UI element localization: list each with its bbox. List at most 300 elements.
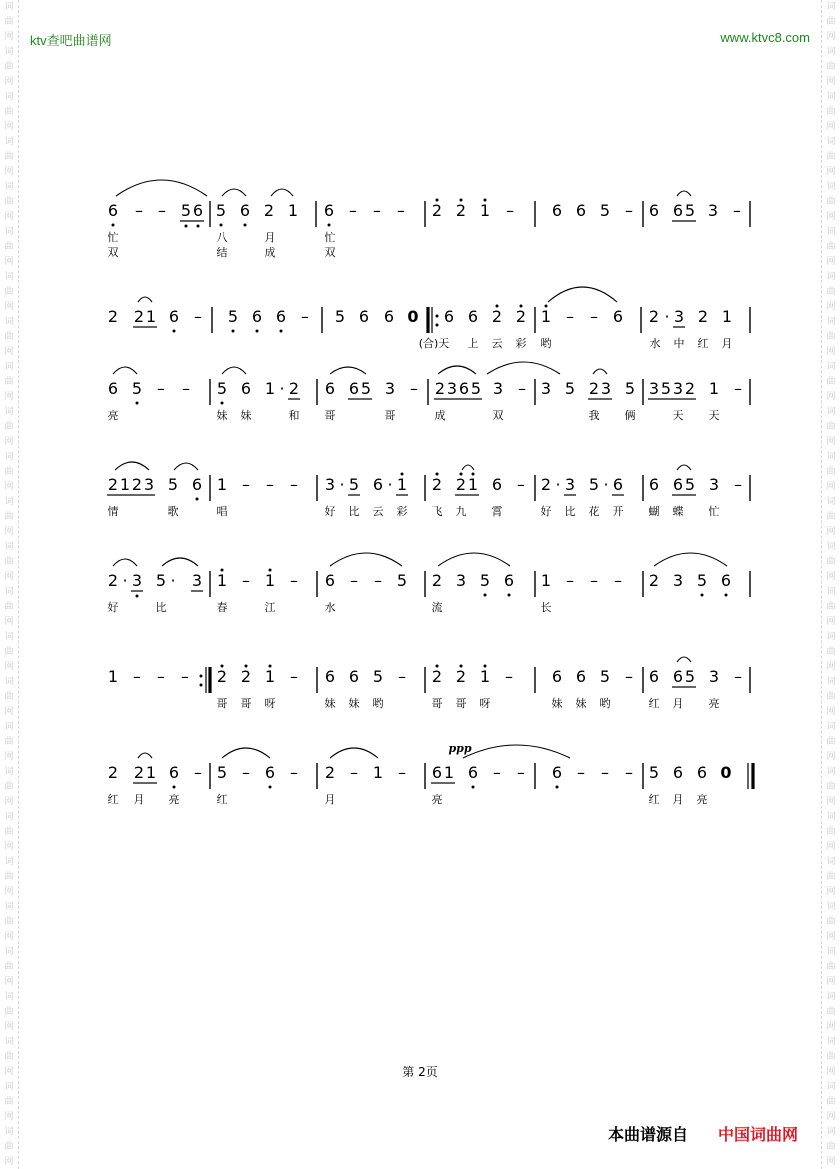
note: 5 — [227, 307, 239, 326]
octave-dot-high — [472, 473, 475, 476]
lyric: 呀 — [479, 697, 491, 710]
note: 3 — [672, 379, 684, 398]
lyric: 亮 — [168, 793, 180, 806]
note: 5 — [216, 379, 228, 398]
octave-dot-high — [460, 199, 463, 202]
watermark-char: 词 — [4, 542, 14, 552]
watermark-char: 词 — [4, 1037, 14, 1047]
slur — [330, 367, 366, 374]
watermark-char: 曲 — [4, 377, 14, 387]
lyric: 好 — [540, 505, 552, 518]
watermark-char: 曲 — [4, 737, 14, 747]
lyric: 歌 — [167, 505, 179, 518]
note: 2 — [288, 379, 300, 398]
watermark-char: 词 — [4, 1082, 14, 1092]
dash-note: – — [625, 667, 633, 686]
octave-dot-high — [484, 665, 487, 668]
octave-dot-low — [173, 786, 176, 789]
note: 1 — [540, 307, 552, 326]
octave-dot-high — [545, 305, 548, 308]
dash-note: – — [350, 571, 358, 590]
note: 5 — [660, 379, 672, 398]
octave-dot-low — [556, 786, 559, 789]
note: 3 — [446, 379, 458, 398]
note: 3 — [492, 379, 504, 398]
lyric: 彩 — [396, 505, 408, 518]
note: 2 — [648, 571, 660, 590]
slur — [162, 558, 198, 566]
lyric: 中 — [673, 337, 685, 350]
watermark-char: 曲 — [826, 62, 836, 72]
watermark-char: 曲 — [4, 1142, 14, 1152]
watermark-char: 曲 — [826, 377, 836, 387]
note: 6 — [264, 763, 276, 782]
watermark-char: 词 — [4, 137, 14, 147]
lyric: 花 — [588, 505, 600, 518]
watermark-char: 曲 — [826, 287, 836, 297]
watermark-char: 网 — [826, 1112, 836, 1122]
lyric: 红 — [697, 337, 709, 350]
watermark-char: 词 — [826, 767, 836, 777]
lyric: 哟 — [599, 697, 611, 710]
note: 6 — [431, 763, 443, 782]
octave-dot-low — [725, 594, 728, 597]
slur — [438, 366, 476, 374]
note: 2 — [131, 475, 143, 494]
octave-dot-low — [112, 224, 115, 227]
watermark-char: 网 — [826, 32, 836, 42]
octave-dot-low — [197, 225, 200, 228]
note: 5 — [564, 379, 576, 398]
lyric: 妹 — [575, 697, 587, 710]
note: 5 — [684, 475, 696, 494]
note: 5 — [599, 201, 611, 220]
note: 6 — [551, 201, 563, 220]
lyric: 月 — [264, 231, 276, 244]
watermark-char: 词 — [4, 812, 14, 822]
octave-dot-low — [280, 330, 283, 333]
note: 2 — [240, 667, 252, 686]
dash-note: – — [590, 307, 598, 326]
note: 1 — [479, 667, 491, 686]
watermark-char: 词 — [826, 1082, 836, 1092]
watermark-char: 词 — [826, 47, 836, 57]
note: 6 — [648, 667, 660, 686]
note: 5 — [696, 571, 708, 590]
watermark-char: 词 — [4, 992, 14, 1002]
note: 6 — [467, 763, 479, 782]
octave-dot-low — [220, 224, 223, 227]
lyric: 成 — [434, 409, 446, 422]
watermark-char: 网 — [826, 752, 836, 762]
note: 1 — [107, 667, 119, 686]
dash-note: – — [157, 667, 165, 686]
watermark-char: 词 — [826, 632, 836, 642]
note: 6 — [672, 667, 684, 686]
note: 2 — [540, 475, 552, 494]
note: 6 — [458, 379, 470, 398]
note: 6 — [551, 667, 563, 686]
note: 6 — [107, 379, 119, 398]
lyric: 哥 — [324, 409, 336, 422]
dash-note: – — [566, 307, 574, 326]
note: 1 — [372, 763, 384, 782]
watermark-char: 网 — [826, 122, 836, 132]
watermark-char: 网 — [826, 797, 836, 807]
octave-dot-low — [185, 225, 188, 228]
repeat-dot — [436, 324, 439, 327]
octave-dot-high — [221, 665, 224, 668]
dash-note: – — [625, 763, 633, 782]
watermark-char: 词 — [826, 452, 836, 462]
note: 2 — [107, 475, 119, 494]
note: · — [122, 571, 128, 590]
octave-dot-high — [269, 569, 272, 572]
watermark-char: 曲 — [4, 107, 14, 117]
watermark-char: 词 — [4, 362, 14, 372]
lyric: 哥 — [240, 697, 252, 710]
note: 1 — [264, 571, 276, 590]
dash-note: – — [506, 201, 514, 220]
note: 3 — [191, 571, 203, 590]
watermark-char: 词 — [4, 317, 14, 327]
lyric: 哟 — [372, 697, 384, 710]
watermark-char: 曲 — [4, 827, 14, 837]
watermark-char: 曲 — [4, 557, 14, 567]
watermark-char: 曲 — [826, 197, 836, 207]
note: 6 — [443, 307, 455, 326]
repeat-dot — [200, 675, 203, 678]
dash-note: – — [242, 571, 250, 590]
watermark-char: 曲 — [826, 917, 836, 927]
octave-dot-high — [460, 665, 463, 668]
watermark-char: 网 — [4, 527, 14, 537]
watermark-char: 词 — [826, 137, 836, 147]
watermark-char: 网 — [4, 617, 14, 627]
octave-dot-low — [136, 402, 139, 405]
note: 6 — [575, 201, 587, 220]
watermark-char: 曲 — [4, 62, 14, 72]
lyric: 和 — [288, 409, 300, 422]
lyric: 上 — [467, 337, 479, 350]
lyric: 云 — [491, 337, 503, 350]
slur — [463, 745, 570, 758]
note: 6 — [612, 475, 624, 494]
lyric: 亮 — [708, 697, 720, 710]
watermark-char: 词 — [4, 767, 14, 777]
note: · — [387, 475, 393, 494]
watermark-char: 曲 — [826, 782, 836, 792]
dash-note: – — [590, 571, 598, 590]
watermark-char: 词 — [826, 407, 836, 417]
page-number: 第 2页 — [402, 1065, 438, 1079]
dash-note: – — [517, 475, 525, 494]
lyric: 月 — [672, 697, 684, 710]
watermark-char: 网 — [4, 887, 14, 897]
watermark-char: 网 — [826, 572, 836, 582]
lyric: 彩 — [515, 337, 527, 350]
dash-note: – — [135, 201, 143, 220]
watermark-char: 词 — [826, 272, 836, 282]
lyric: 哥 — [455, 697, 467, 710]
note: · — [555, 475, 561, 494]
note: 6 — [648, 475, 660, 494]
note: 2 — [133, 763, 145, 782]
watermark-char: 网 — [4, 572, 14, 582]
watermark-char: 网 — [4, 32, 14, 42]
dash-note: – — [734, 475, 742, 494]
watermark-char: 曲 — [4, 242, 14, 252]
footer-source-label: 本曲谱源自 — [608, 1125, 689, 1144]
dash-note: – — [398, 763, 406, 782]
slur — [113, 559, 137, 566]
dash-note: – — [349, 201, 357, 220]
dash-note: – — [493, 763, 501, 782]
lyric: 好 — [107, 601, 119, 614]
note: 3 — [143, 475, 155, 494]
note: 3 — [564, 475, 576, 494]
note: 6 — [672, 201, 684, 220]
watermark-char: 曲 — [4, 1007, 14, 1017]
note: 5 — [470, 379, 482, 398]
lyric: 好 — [324, 505, 336, 518]
note: 6 — [491, 475, 503, 494]
watermark-char: 网 — [4, 752, 14, 762]
octave-dot-low — [472, 786, 475, 789]
lyric: 天 — [672, 409, 684, 422]
note: 5 — [348, 475, 360, 494]
lyric: 哟 — [540, 337, 552, 350]
repeat-dot — [200, 684, 203, 687]
watermark-char: 网 — [826, 617, 836, 627]
lyric: 结 — [216, 246, 228, 259]
watermark-char: 曲 — [4, 647, 14, 657]
lyric: 亮 — [431, 793, 443, 806]
note: 2 — [216, 667, 228, 686]
watermark-char: 网 — [4, 1112, 14, 1122]
dash-note: – — [734, 379, 742, 398]
note: 1 — [216, 475, 228, 494]
slur — [113, 367, 137, 374]
watermark-char: 曲 — [4, 422, 14, 432]
octave-dot-high — [496, 305, 499, 308]
note: 1 — [119, 475, 131, 494]
watermark-char: 词 — [826, 722, 836, 732]
watermark-char: 网 — [826, 977, 836, 987]
dash-note: – — [625, 201, 633, 220]
note: · — [339, 475, 345, 494]
watermark-char: 曲 — [4, 917, 14, 927]
octave-dot-low — [244, 224, 247, 227]
watermark-char: 网 — [4, 1157, 14, 1167]
watermark-char: 网 — [826, 482, 836, 492]
lyric: 妹 — [348, 697, 360, 710]
watermark-char: 网 — [826, 527, 836, 537]
note: 5 — [372, 667, 384, 686]
watermark-char: 网 — [4, 482, 14, 492]
lyric: 俩 — [624, 409, 636, 422]
watermark-char: 网 — [826, 1157, 836, 1167]
octave-dot-low — [221, 402, 224, 405]
octave-dot-high — [221, 569, 224, 572]
note: 5 — [599, 667, 611, 686]
lyric: 蝴 — [648, 505, 660, 518]
note: 5 — [396, 571, 408, 590]
watermark-char: 曲 — [826, 1142, 836, 1152]
note: 5 — [624, 379, 636, 398]
watermark-char: 曲 — [826, 107, 836, 117]
note: 6 — [168, 763, 180, 782]
dash-note: – — [158, 201, 166, 220]
note: 6 — [720, 571, 732, 590]
octave-dot-low — [256, 330, 259, 333]
note: 2 — [684, 379, 696, 398]
slur — [593, 369, 607, 374]
note: 2 — [455, 201, 467, 220]
watermark-char: 网 — [826, 212, 836, 222]
note: 2 — [434, 379, 446, 398]
octave-dot-low — [484, 594, 487, 597]
note: 6 — [672, 763, 684, 782]
note: 3 — [672, 571, 684, 590]
octave-dot-low — [136, 595, 139, 598]
note: 2 — [588, 379, 600, 398]
watermark-char: 网 — [826, 707, 836, 717]
note: 5 — [155, 571, 167, 590]
slur — [548, 287, 617, 302]
dash-note: – — [577, 763, 585, 782]
watermark-char: 词 — [4, 497, 14, 507]
watermark-char: 网 — [826, 347, 836, 357]
watermark-char: 曲 — [826, 242, 836, 252]
watermark-char: 曲 — [826, 872, 836, 882]
octave-dot-high — [436, 665, 439, 668]
note: 2 — [491, 307, 503, 326]
watermark-char: 词 — [4, 182, 14, 192]
slur — [116, 180, 207, 196]
note: 1 — [443, 763, 455, 782]
note: 0 — [407, 307, 419, 326]
watermark-char: 网 — [826, 1067, 836, 1077]
dash-note: – — [518, 379, 526, 398]
slur — [677, 465, 691, 470]
lyric: 流 — [431, 601, 443, 614]
watermark-char: 网 — [4, 77, 14, 87]
watermark-char: 词 — [826, 227, 836, 237]
note: 3 — [708, 667, 720, 686]
slur — [138, 297, 152, 302]
watermark-char: 网 — [4, 257, 14, 267]
octave-dot-high — [484, 199, 487, 202]
note: 2 — [133, 307, 145, 326]
slur — [174, 463, 198, 470]
note: 3 — [708, 475, 720, 494]
footer-site-name[interactable]: 中国词曲网 — [718, 1125, 799, 1144]
lyric: 八 — [216, 231, 228, 244]
note: 5 — [131, 379, 143, 398]
note: 3 — [673, 307, 685, 326]
note: 5 — [648, 763, 660, 782]
note: 2 — [107, 571, 119, 590]
watermark-char: 曲 — [4, 602, 14, 612]
note: 1 — [708, 379, 720, 398]
note: 5 — [588, 475, 600, 494]
octave-dot-low — [701, 594, 704, 597]
watermark-char: 曲 — [826, 1007, 836, 1017]
watermark-char: 曲 — [826, 827, 836, 837]
note: 5 — [684, 201, 696, 220]
header-site-name[interactable]: ktv查吧曲谱网 — [30, 33, 112, 48]
lyric: 哥 — [384, 409, 396, 422]
note: 5 — [334, 307, 346, 326]
note: 2 — [515, 307, 527, 326]
dash-note: – — [373, 201, 381, 220]
watermark-char: 曲 — [826, 1052, 836, 1062]
octave-dot-low — [232, 330, 235, 333]
note: 3 — [131, 571, 143, 590]
note: 5 — [360, 379, 372, 398]
watermark-char: 曲 — [826, 962, 836, 972]
dash-note: – — [181, 667, 189, 686]
note: 2 — [455, 475, 467, 494]
lyric: 月 — [133, 793, 145, 806]
dash-note: – — [266, 475, 274, 494]
lyric: 飞 — [431, 505, 443, 518]
dash-note: – — [517, 763, 525, 782]
watermark-char: 词 — [4, 452, 14, 462]
lyric: 亮 — [107, 409, 119, 422]
watermark-char: 网 — [826, 437, 836, 447]
dash-note: – — [374, 571, 382, 590]
octave-dot-high — [436, 473, 439, 476]
dash-note: – — [398, 667, 406, 686]
note: · — [664, 307, 670, 326]
watermark-char: 词 — [4, 947, 14, 957]
lyric: 霄 — [491, 505, 503, 518]
dash-note: – — [157, 379, 165, 398]
watermark-char: 词 — [4, 632, 14, 642]
watermark-char: 词 — [826, 362, 836, 372]
watermark-char: 网 — [826, 302, 836, 312]
dash-note: – — [350, 763, 358, 782]
lyric: 忙 — [708, 505, 720, 518]
lyric: 妹 — [551, 697, 563, 710]
watermark-char: 词 — [826, 947, 836, 957]
note: 1 — [479, 201, 491, 220]
note: 1 — [264, 667, 276, 686]
note: · — [279, 379, 285, 398]
lyric: 呀 — [264, 697, 276, 710]
watermark-char: 词 — [826, 182, 836, 192]
watermark-char: 词 — [4, 407, 14, 417]
watermark-char: 网 — [4, 212, 14, 222]
note: 5 — [216, 763, 228, 782]
watermark-char: 词 — [826, 812, 836, 822]
octave-dot-high — [460, 473, 463, 476]
slur — [654, 553, 727, 566]
lyric: 双 — [492, 409, 504, 422]
dash-note: – — [733, 201, 741, 220]
slur — [677, 191, 691, 196]
watermark-char: 网 — [826, 932, 836, 942]
header-site-url[interactable]: www.ktvc8.com — [720, 30, 810, 45]
note: 6 — [612, 307, 624, 326]
slur — [330, 748, 378, 758]
watermark-char: 网 — [826, 167, 836, 177]
lyric: 成 — [264, 246, 276, 259]
watermark-char: 网 — [4, 437, 14, 447]
watermark-char: 词 — [4, 47, 14, 57]
